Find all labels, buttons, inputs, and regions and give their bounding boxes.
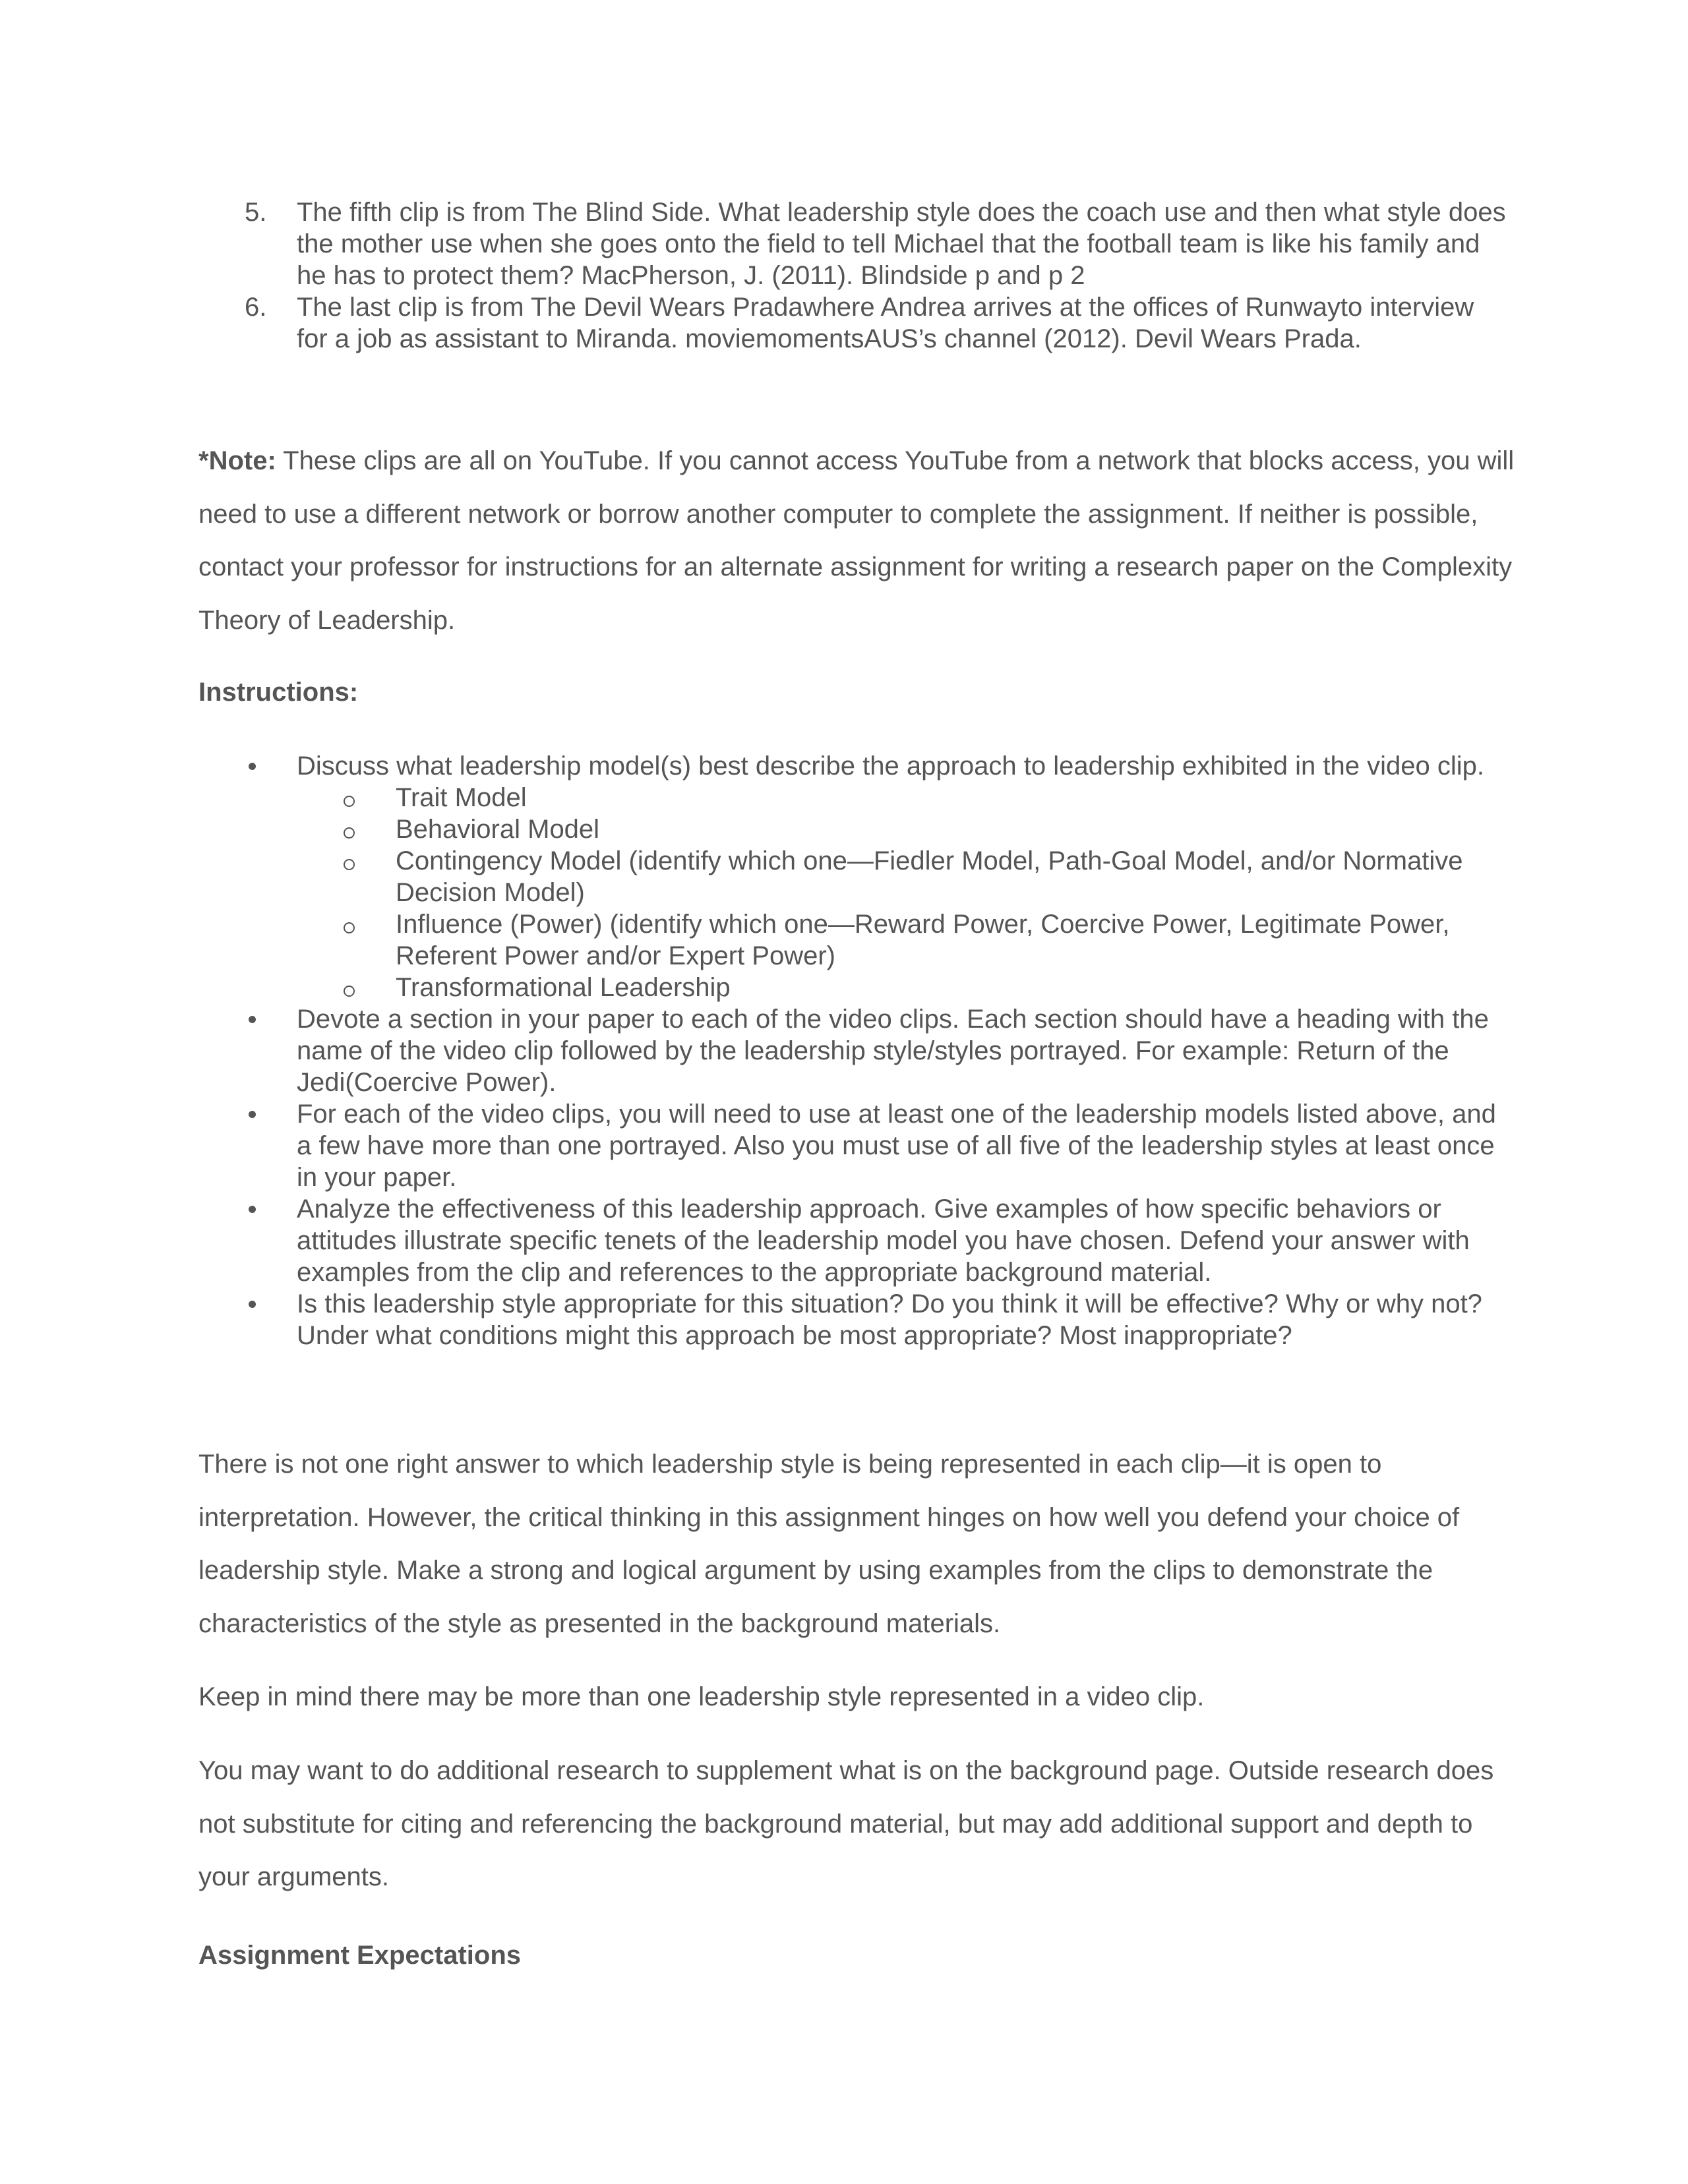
interpretation-paragraph: There is not one right answer to which leadership style is being represented in each clip—it is open to interpretation. However, the critical thinking in this assignment hinges on how well you defend your choice of leadership style. Make a strong and logical argument by using examples from the clips to demonstrate the characteristics of the style as presented in the background materials.	[198, 1450, 1460, 1638]
list-number: 5.	[245, 198, 267, 227]
list-item	[201, 196, 1507, 291]
assignment-expectations-heading: Assignment Expectations	[198, 1941, 522, 1970]
sub-list-item	[297, 813, 1507, 845]
list-item-text: Analyze the effectiveness of this leadership approach. Give examples of how specific behaviors or attitudes illustrate specific tenets of the leadership model you have chosen. Defend your answer with examples from the clip and references to the appropriate background material.	[297, 1195, 1470, 1287]
list-item-text: The last clip is from The Devil Wears Pradawhere Andrea arrives at the offices of Runwayto interview for a job as assistant to Miranda. moviemomentsAUS’s channel (2012). Devil Wears Prada.	[297, 293, 1474, 353]
sub-item-text: Behavioral Model	[396, 815, 600, 844]
bullet-dot	[249, 1016, 256, 1023]
sub-list-item	[297, 845, 1507, 908]
list-number: 6.	[245, 293, 267, 322]
list-item	[201, 1098, 1507, 1193]
instructions-heading: Instructions:	[198, 678, 359, 707]
sub-list-item	[297, 972, 1507, 1003]
instructions-list	[201, 750, 1507, 1351]
list-item	[201, 750, 1507, 1003]
sub-list-item	[297, 782, 1507, 813]
hollow-bullet	[344, 922, 355, 933]
model-sublist	[297, 782, 1507, 1003]
hollow-bullet	[344, 796, 355, 807]
bullet-dot	[249, 1111, 256, 1118]
list-item	[201, 1288, 1507, 1351]
note-paragraph	[198, 434, 1517, 647]
list-item-text: Devote a section in your paper to each of the video clips. Each section should have a heading with the name of the video clip followed by the leadership style/styles portrayed. For example: Return of the Jedi(Coercive Power).	[297, 1005, 1489, 1097]
sub-item-text: Transformational Leadership	[396, 973, 731, 1002]
sub-item-text: Influence (Power) (identify which one—Reward Power, Coercive Power, Legitimate Power, Referent Power and/or Expert Power)	[396, 910, 1450, 970]
list-item-text: For each of the video clips, you will need to use at least one of the leadership models listed above, and a few have more than one portrayed. Also you must use of all five of the leadership styles at least once in your paper.	[297, 1100, 1496, 1192]
list-item-text: The fifth clip is from The Blind Side. What leadership style does the coach use and then what style does the mother use when she goes onto the field to tell Michael that the football team is like his family and he has to protect them? MacPherson, J. (2011). Blindside p and p 2	[297, 198, 1506, 290]
sub-item-text: Trait Model	[396, 783, 527, 812]
sub-item-text: Contingency Model (identify which one—Fiedler Model, Path-Goal Model, and/or Normative Decision Model)	[396, 846, 1463, 907]
hollow-bullet	[344, 986, 355, 997]
list-item-text: Discuss what leadership model(s) best describe the approach to leadership exhibited in the video clip.	[297, 752, 1484, 781]
hollow-bullet	[344, 827, 355, 839]
list-item	[201, 291, 1507, 355]
clip-list	[201, 196, 1507, 355]
bullet-dot	[249, 1301, 256, 1308]
sub-list-item	[297, 908, 1507, 972]
list-item	[201, 1193, 1507, 1288]
research-paragraph: You may want to do additional research to supplement what is on the background page. Outside research does not substitute for citing and referencing the background material, but may add additional support and depth to your arguments.	[198, 1756, 1494, 1891]
note-text: These clips are all on YouTube. If you cannot access YouTube from a network that blocks access, you will need to use a different network or borrow another computer to complete the assignment. If neither is possible, contact your professor for instructions for an alternate assignment for writing a research paper on the Complexity Theory of Leadership.	[198, 446, 1515, 635]
list-item-text: Is this leadership style appropriate for this situation? Do you think it will be effective? Why or why not? Under what conditions might this approach be most appropriate? Most inappropriate?	[297, 1289, 1482, 1350]
bullet-dot	[249, 1206, 256, 1213]
list-item	[201, 1003, 1507, 1098]
note-label: *Note:	[198, 446, 276, 475]
hollow-bullet	[344, 859, 355, 870]
keep-in-mind-paragraph: Keep in mind there may be more than one leadership style represented in a video clip.	[198, 1682, 1205, 1711]
bullet-dot	[249, 763, 256, 770]
